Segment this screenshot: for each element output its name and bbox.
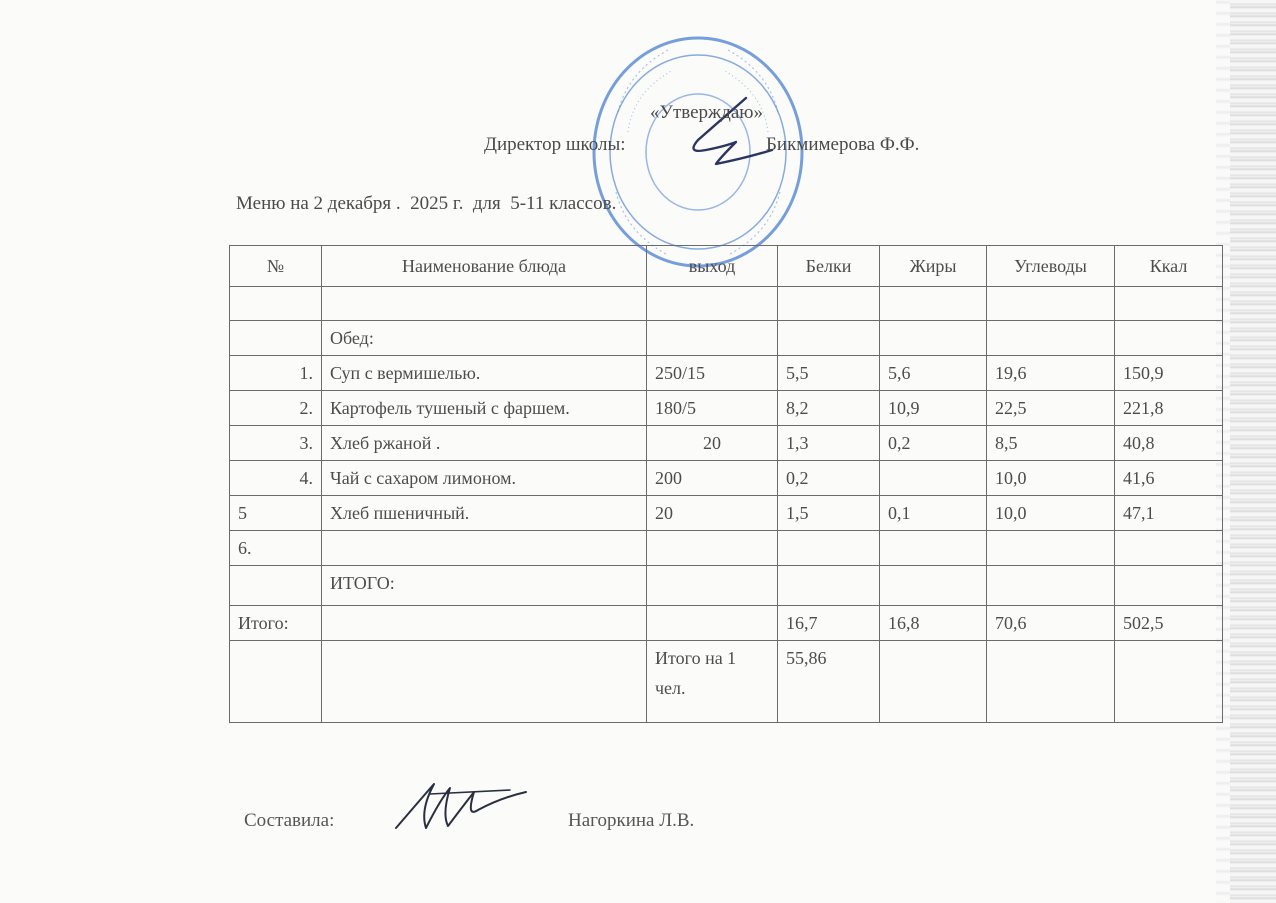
protein: 5,5 <box>778 356 880 391</box>
fat: 0,1 <box>880 496 987 531</box>
col-header-dish: Наименование блюда <box>322 246 647 287</box>
fat: 10,9 <box>880 391 987 426</box>
table-row <box>230 391 1223 426</box>
section-row <box>230 321 1223 356</box>
carbs: 10,0 <box>987 461 1115 496</box>
carbs: 19,6 <box>987 356 1115 391</box>
portion: 200 <box>647 461 778 496</box>
per-person-row <box>230 641 1223 723</box>
portion: 20 <box>647 496 778 531</box>
per-person-value: 55,86 <box>778 641 880 723</box>
portion: 180/5 <box>647 391 778 426</box>
col-header-fat: Жиры <box>880 246 987 287</box>
kcal: 40,8 <box>1115 426 1223 461</box>
total-fat: 16,8 <box>880 606 987 641</box>
table-row <box>230 496 1223 531</box>
kcal: 41,6 <box>1115 461 1223 496</box>
row-no: 5 <box>230 496 322 531</box>
section-label: Обед: <box>322 321 647 356</box>
carbs: 8,5 <box>987 426 1115 461</box>
director-label: Директор школы: <box>484 134 626 155</box>
protein: 0,2 <box>778 461 880 496</box>
carbs: 10,0 <box>987 496 1115 531</box>
portion: 250/15 <box>647 356 778 391</box>
menu-title: Меню на 2 декабря . 2025 г. для 5-11 классов. <box>236 193 617 214</box>
dish-name: Хлеб пшеничный. <box>322 496 647 531</box>
per-person-label: Итого на 1 чел. <box>647 641 778 723</box>
menu-table <box>229 245 1223 723</box>
itogo-caps-row <box>230 566 1223 606</box>
protein: 1,3 <box>778 426 880 461</box>
row-no: 3. <box>230 426 322 461</box>
total-label: Итого: <box>230 606 322 641</box>
itogo-caps-label: ИТОГО: <box>322 566 647 606</box>
table-row <box>230 356 1223 391</box>
col-header-protein: Белки <box>778 246 880 287</box>
kcal: 150,9 <box>1115 356 1223 391</box>
kcal: 47,1 <box>1115 496 1223 531</box>
dish-name: Хлеб ржаной . <box>322 426 647 461</box>
row-no: 4. <box>230 461 322 496</box>
table-row <box>230 287 1223 321</box>
carbs: 22,5 <box>987 391 1115 426</box>
composed-label: Составила: <box>244 810 335 831</box>
total-kcal: 502,5 <box>1115 606 1223 641</box>
table-row <box>230 426 1223 461</box>
composer-name: Нагоркина Л.В. <box>568 810 695 831</box>
table-row <box>230 531 1223 566</box>
fat <box>880 461 987 496</box>
scan-edge-artifact-2 <box>1230 0 1276 903</box>
total-row <box>230 606 1223 641</box>
director-name: Бикмимерова Ф.Ф. <box>766 134 920 155</box>
col-header-no: № <box>230 246 322 287</box>
row-no: 2. <box>230 391 322 426</box>
total-carbs: 70,6 <box>987 606 1115 641</box>
total-protein: 16,7 <box>778 606 880 641</box>
protein: 1,5 <box>778 496 880 531</box>
approve-heading: «Утверждаю» <box>650 102 763 123</box>
table-header-row <box>230 246 1223 287</box>
row-no: 1. <box>230 356 322 391</box>
table-row <box>230 461 1223 496</box>
fat: 0,2 <box>880 426 987 461</box>
composer-signature <box>390 770 530 840</box>
col-header-portion: выход <box>647 246 778 287</box>
fat: 5,6 <box>880 356 987 391</box>
dish-name: Чай с сахаром лимоном. <box>322 461 647 496</box>
kcal: 221,8 <box>1115 391 1223 426</box>
col-header-kcal: Ккал <box>1115 246 1223 287</box>
protein: 8,2 <box>778 391 880 426</box>
dish-name: Суп с вермишелью. <box>322 356 647 391</box>
portion: 20 <box>647 426 778 461</box>
col-header-carbs: Углеводы <box>987 246 1115 287</box>
row-no: 6. <box>230 531 322 566</box>
dish-name: Картофель тушеный с фаршем. <box>322 391 647 426</box>
